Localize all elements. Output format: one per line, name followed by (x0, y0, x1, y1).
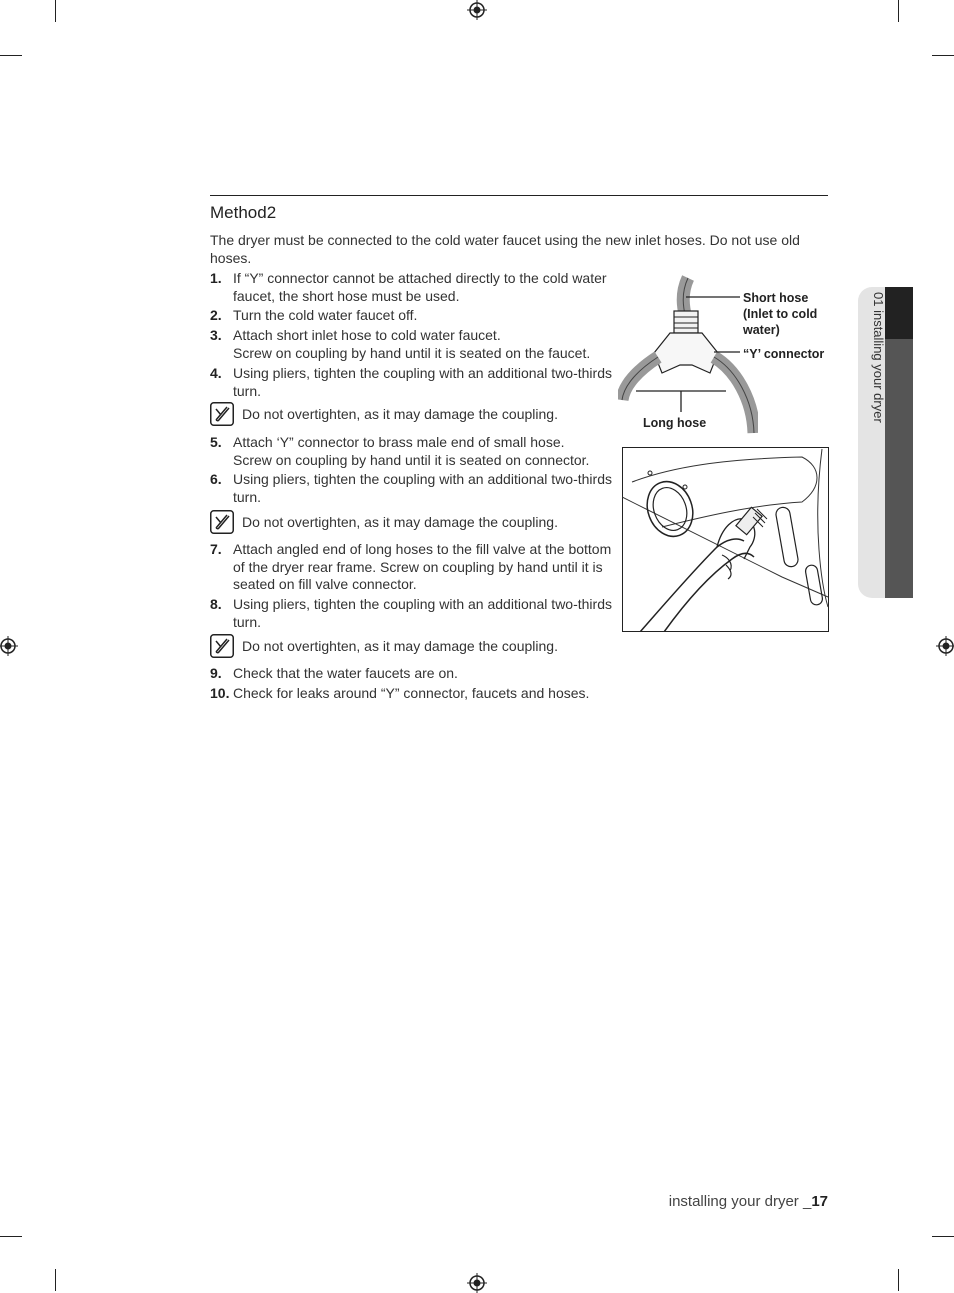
crop-mark (898, 0, 899, 22)
hose-diagram (618, 275, 758, 435)
page-footer (669, 1193, 828, 1210)
note-pencil-icon (210, 510, 234, 534)
step-number: 7. (210, 541, 222, 557)
crop-mark (932, 1236, 954, 1237)
list-item (210, 685, 612, 703)
step-number: 8. (210, 596, 222, 612)
section-rule (210, 195, 828, 196)
list-item (210, 270, 612, 305)
list-item (210, 327, 612, 362)
crop-mark (55, 1269, 56, 1291)
list-item (210, 434, 612, 469)
step-text-continued: Screw on coupling by hand until it is seated on the faucet. (233, 344, 591, 361)
step-text: Attach short inlet hose to cold water faucet. (233, 327, 501, 343)
dryer-connection-illustration (622, 447, 829, 632)
step-number: 2. (210, 307, 222, 323)
step-number: 6. (210, 471, 222, 487)
footer-text: installing your dryer _ (668, 1193, 812, 1210)
label-long-hose: Long hose (643, 416, 707, 430)
page-number: 17 (811, 1193, 828, 1210)
section-intro: The dryer must be connected to the cold water faucet using the new inlet hoses. Do not use old hoses. (210, 232, 800, 266)
step-text-continued: Screw on coupling by hand until it is seated on connector. (233, 451, 590, 468)
registration-mark-icon (467, 0, 487, 20)
note (210, 634, 610, 658)
step-text: Attach angled end of long hoses to the fill valve at the bottom of the dryer rear frame. Screw on coupling by hand until it is seated on fill valve connector. (233, 541, 612, 592)
note (210, 510, 610, 534)
list-item (210, 665, 612, 683)
list-item (210, 471, 612, 506)
step-text: Using pliers, tighten the coupling with an additional two-thirds turn. (233, 365, 612, 399)
registration-mark-icon (467, 1273, 487, 1293)
note-text: Do not overtighten, as it may damage the coupling. (242, 638, 558, 654)
section-title: Method2 (210, 203, 277, 222)
list-item (210, 307, 612, 325)
step-text: Check for leaks around “Y” connector, faucets and hoses. (233, 685, 590, 701)
step-text: Using pliers, tighten the coupling with an additional two-thirds turn. (233, 596, 612, 630)
step-number: 9. (210, 665, 222, 681)
registration-mark-icon (0, 636, 18, 656)
registration-mark-icon (936, 636, 954, 656)
list-item (210, 365, 612, 400)
step-number: 10. (210, 685, 230, 701)
crop-mark (0, 55, 22, 56)
note (210, 402, 610, 426)
step-number: 4. (210, 365, 222, 381)
note-text: Do not overtighten, as it may damage the coupling. (242, 514, 558, 530)
crop-mark (55, 0, 56, 22)
crop-mark (932, 55, 954, 56)
step-number: 5. (210, 434, 222, 450)
step-number: 3. (210, 327, 222, 343)
crop-mark (898, 1269, 899, 1291)
step-text: Check that the water faucets are on. (233, 665, 458, 681)
chapter-tab-marker (885, 287, 913, 339)
step-text: Attach ‘Y” connector to brass male end of small hose. (233, 434, 565, 450)
list-item (210, 541, 612, 594)
note-pencil-icon (210, 634, 234, 658)
step-text: If “Y” connector cannot be attached directly to the cold water faucet, the short hose must be used. (233, 270, 607, 304)
chapter-tab-strip (885, 339, 913, 598)
note-text: Do not overtighten, as it may damage the coupling. (242, 406, 558, 422)
step-number: 1. (210, 270, 222, 286)
label-y-connector: “Y’ connector (743, 347, 825, 361)
step-text: Using pliers, tighten the coupling with an additional two-thirds turn. (233, 471, 612, 505)
chapter-tab-text: 01 installing your dryer (871, 292, 886, 423)
crop-mark (0, 1236, 22, 1237)
note-pencil-icon (210, 402, 234, 426)
label-short-hose: Short hose (Inlet to cold water) (743, 291, 818, 337)
list-item (210, 596, 612, 631)
step-text: Turn the cold water faucet off. (233, 307, 418, 323)
